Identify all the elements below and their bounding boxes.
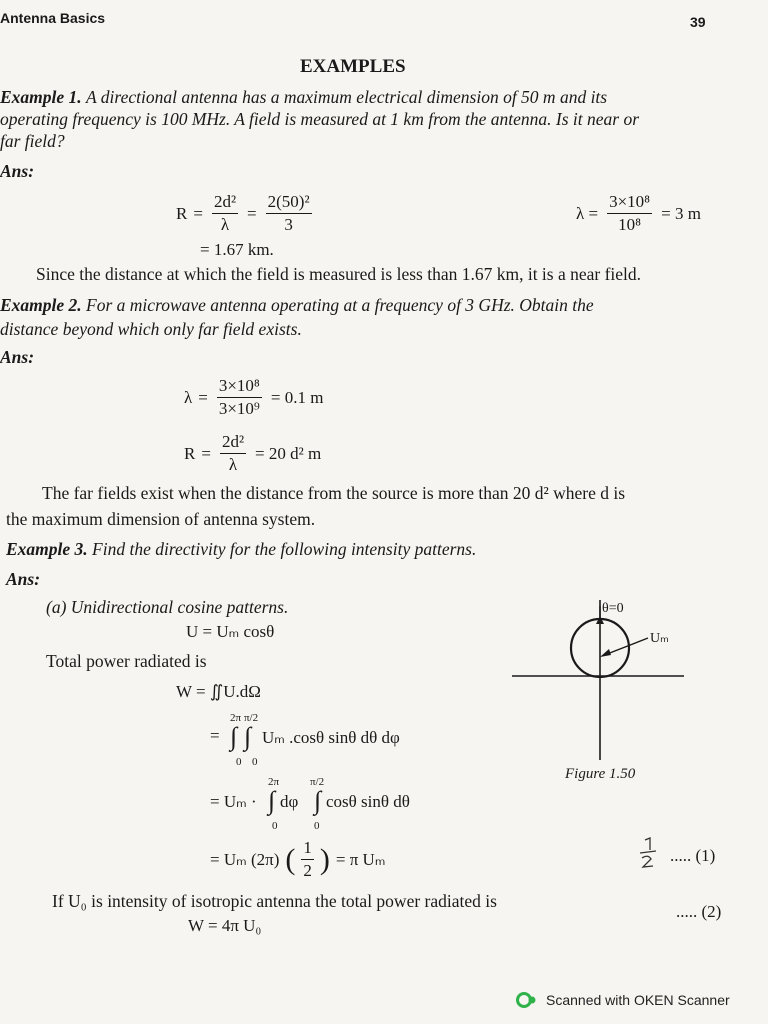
scanner-watermark xyxy=(516,990,730,1010)
handwritten-annotation xyxy=(638,836,658,870)
example-2-question xyxy=(0,294,594,316)
question-text: far field? xyxy=(0,131,65,151)
fraction: $\frac{\text{2(50)²}}{3}$ xyxy=(267,192,310,234)
conclusion-text: the maximum dimension of antenna system. xyxy=(6,509,316,529)
question-text: distance beyond which only far field exists. xyxy=(0,319,302,339)
question-text: For a microwave antenna operating at a frequency of 3 GHz. Obtain the xyxy=(86,295,594,315)
fraction: $\frac{\text{3×10⁸}}{\text{10⁸}}$ xyxy=(609,192,651,234)
integral-sign: ∫ xyxy=(230,722,238,751)
equation-w2: = ∫ ∫ 2π π/2 0 0 Uₘ .cosθ sinθ dθ dφ xyxy=(210,712,400,768)
equation-number: ..... (1) xyxy=(670,846,716,865)
running-header: Antenna Basics xyxy=(0,10,106,26)
eq-lhs: R xyxy=(184,443,196,463)
equation-w3: = Uₘ · ∫ 2π 0 dφ ∫ π/2 0 cosθ sinθ dθ xyxy=(210,776,410,832)
eq-lhs: λ = xyxy=(576,203,599,223)
eq-lhs: λ xyxy=(184,387,193,407)
eq-result: = 3 m xyxy=(661,203,701,223)
integral-sign: ∫ xyxy=(314,786,322,815)
fraction: $\frac{\text{3×10⁸}}{\text{3×10⁹}}$ xyxy=(218,376,260,418)
eq-result: = 0.1 m xyxy=(270,387,324,407)
example-label: Example 2. xyxy=(0,295,82,315)
figure-1-50 xyxy=(508,596,688,766)
equation-number: ..... (2) xyxy=(676,902,722,921)
scanner-text: Scanned with OKEN Scanner xyxy=(546,992,730,1008)
part-a-label: (a) Unidirectional cosine patterns. xyxy=(46,597,289,617)
integral-sign: ∫ xyxy=(268,786,276,815)
equation-w5: W = 4π U₀ xyxy=(188,916,262,935)
eq-result: = 20 d² m xyxy=(255,443,322,463)
question-text: A directional antenna has a maximum electrical dimension of 50 m and its xyxy=(86,87,608,107)
equation-lambda xyxy=(576,192,701,235)
example-3-question xyxy=(6,538,476,560)
equation-w1: W = ∬U.dΩ xyxy=(176,682,261,701)
equation-w4: = Uₘ (2π) ( $\frac{1}{2}$ ) = π Uₘ xyxy=(210,838,386,880)
fraction: $\frac{1}{2}$ xyxy=(303,838,312,880)
conclusion-text: Since the distance at which the field is measured is less than 1.67 km, it is a near field. xyxy=(36,264,642,284)
example-label: Example 1. xyxy=(0,87,82,107)
conclusion-text: The far fields exist when the distance from the source is more than 20 d² where d is xyxy=(42,483,626,503)
section-title: EXAMPLES xyxy=(300,56,406,77)
body-text: Total power radiated is xyxy=(46,651,207,671)
fraction: $\frac{\text{2d²}}{\lambda}$ xyxy=(213,192,237,234)
equation-lambda: λ = $\frac{\text{3×10⁸}}{\text{3×10⁹}}$ = 0.1 m xyxy=(184,376,324,418)
eq-lhs: R xyxy=(176,203,188,223)
integral-sign: ∫ xyxy=(244,722,252,751)
equation-r: R = $\frac{\text{2d²}}{\lambda}$ = 20 d² m xyxy=(184,432,322,474)
arrow-head-icon xyxy=(600,649,611,657)
figure-label-theta: θ=0 xyxy=(602,601,624,616)
example-label: Example 3. xyxy=(6,539,88,559)
figure-label-um: Uₘ xyxy=(650,631,669,646)
equation-r: R = $\frac{\text{2d²}}{\lambda}$ = $\frac{\text{2(50)²}}{3}$ xyxy=(176,192,310,234)
body-text: If U₀ is intensity of isotropic antenna the total power radiated is xyxy=(52,891,497,911)
answer-label: Ans: xyxy=(0,347,35,367)
equation-result: = 1.67 km. xyxy=(200,240,274,259)
page-number: 39 xyxy=(690,14,706,30)
answer-label: Ans: xyxy=(0,161,35,181)
question-text: Find the directivity for the following intensity patterns. xyxy=(92,539,477,559)
fraction: $\frac{\text{2d²}}{\lambda}$ xyxy=(221,432,245,474)
question-text: operating frequency is 100 MHz. A field is measured at 1 km from the antenna. Is it near or xyxy=(0,109,640,129)
oken-logo-icon xyxy=(516,990,538,1010)
figure-caption: Figure 1.50 xyxy=(565,766,636,782)
example-1-question xyxy=(0,86,607,108)
answer-label: Ans: xyxy=(6,569,41,589)
equation-u: U = Uₘ cosθ xyxy=(186,622,275,641)
